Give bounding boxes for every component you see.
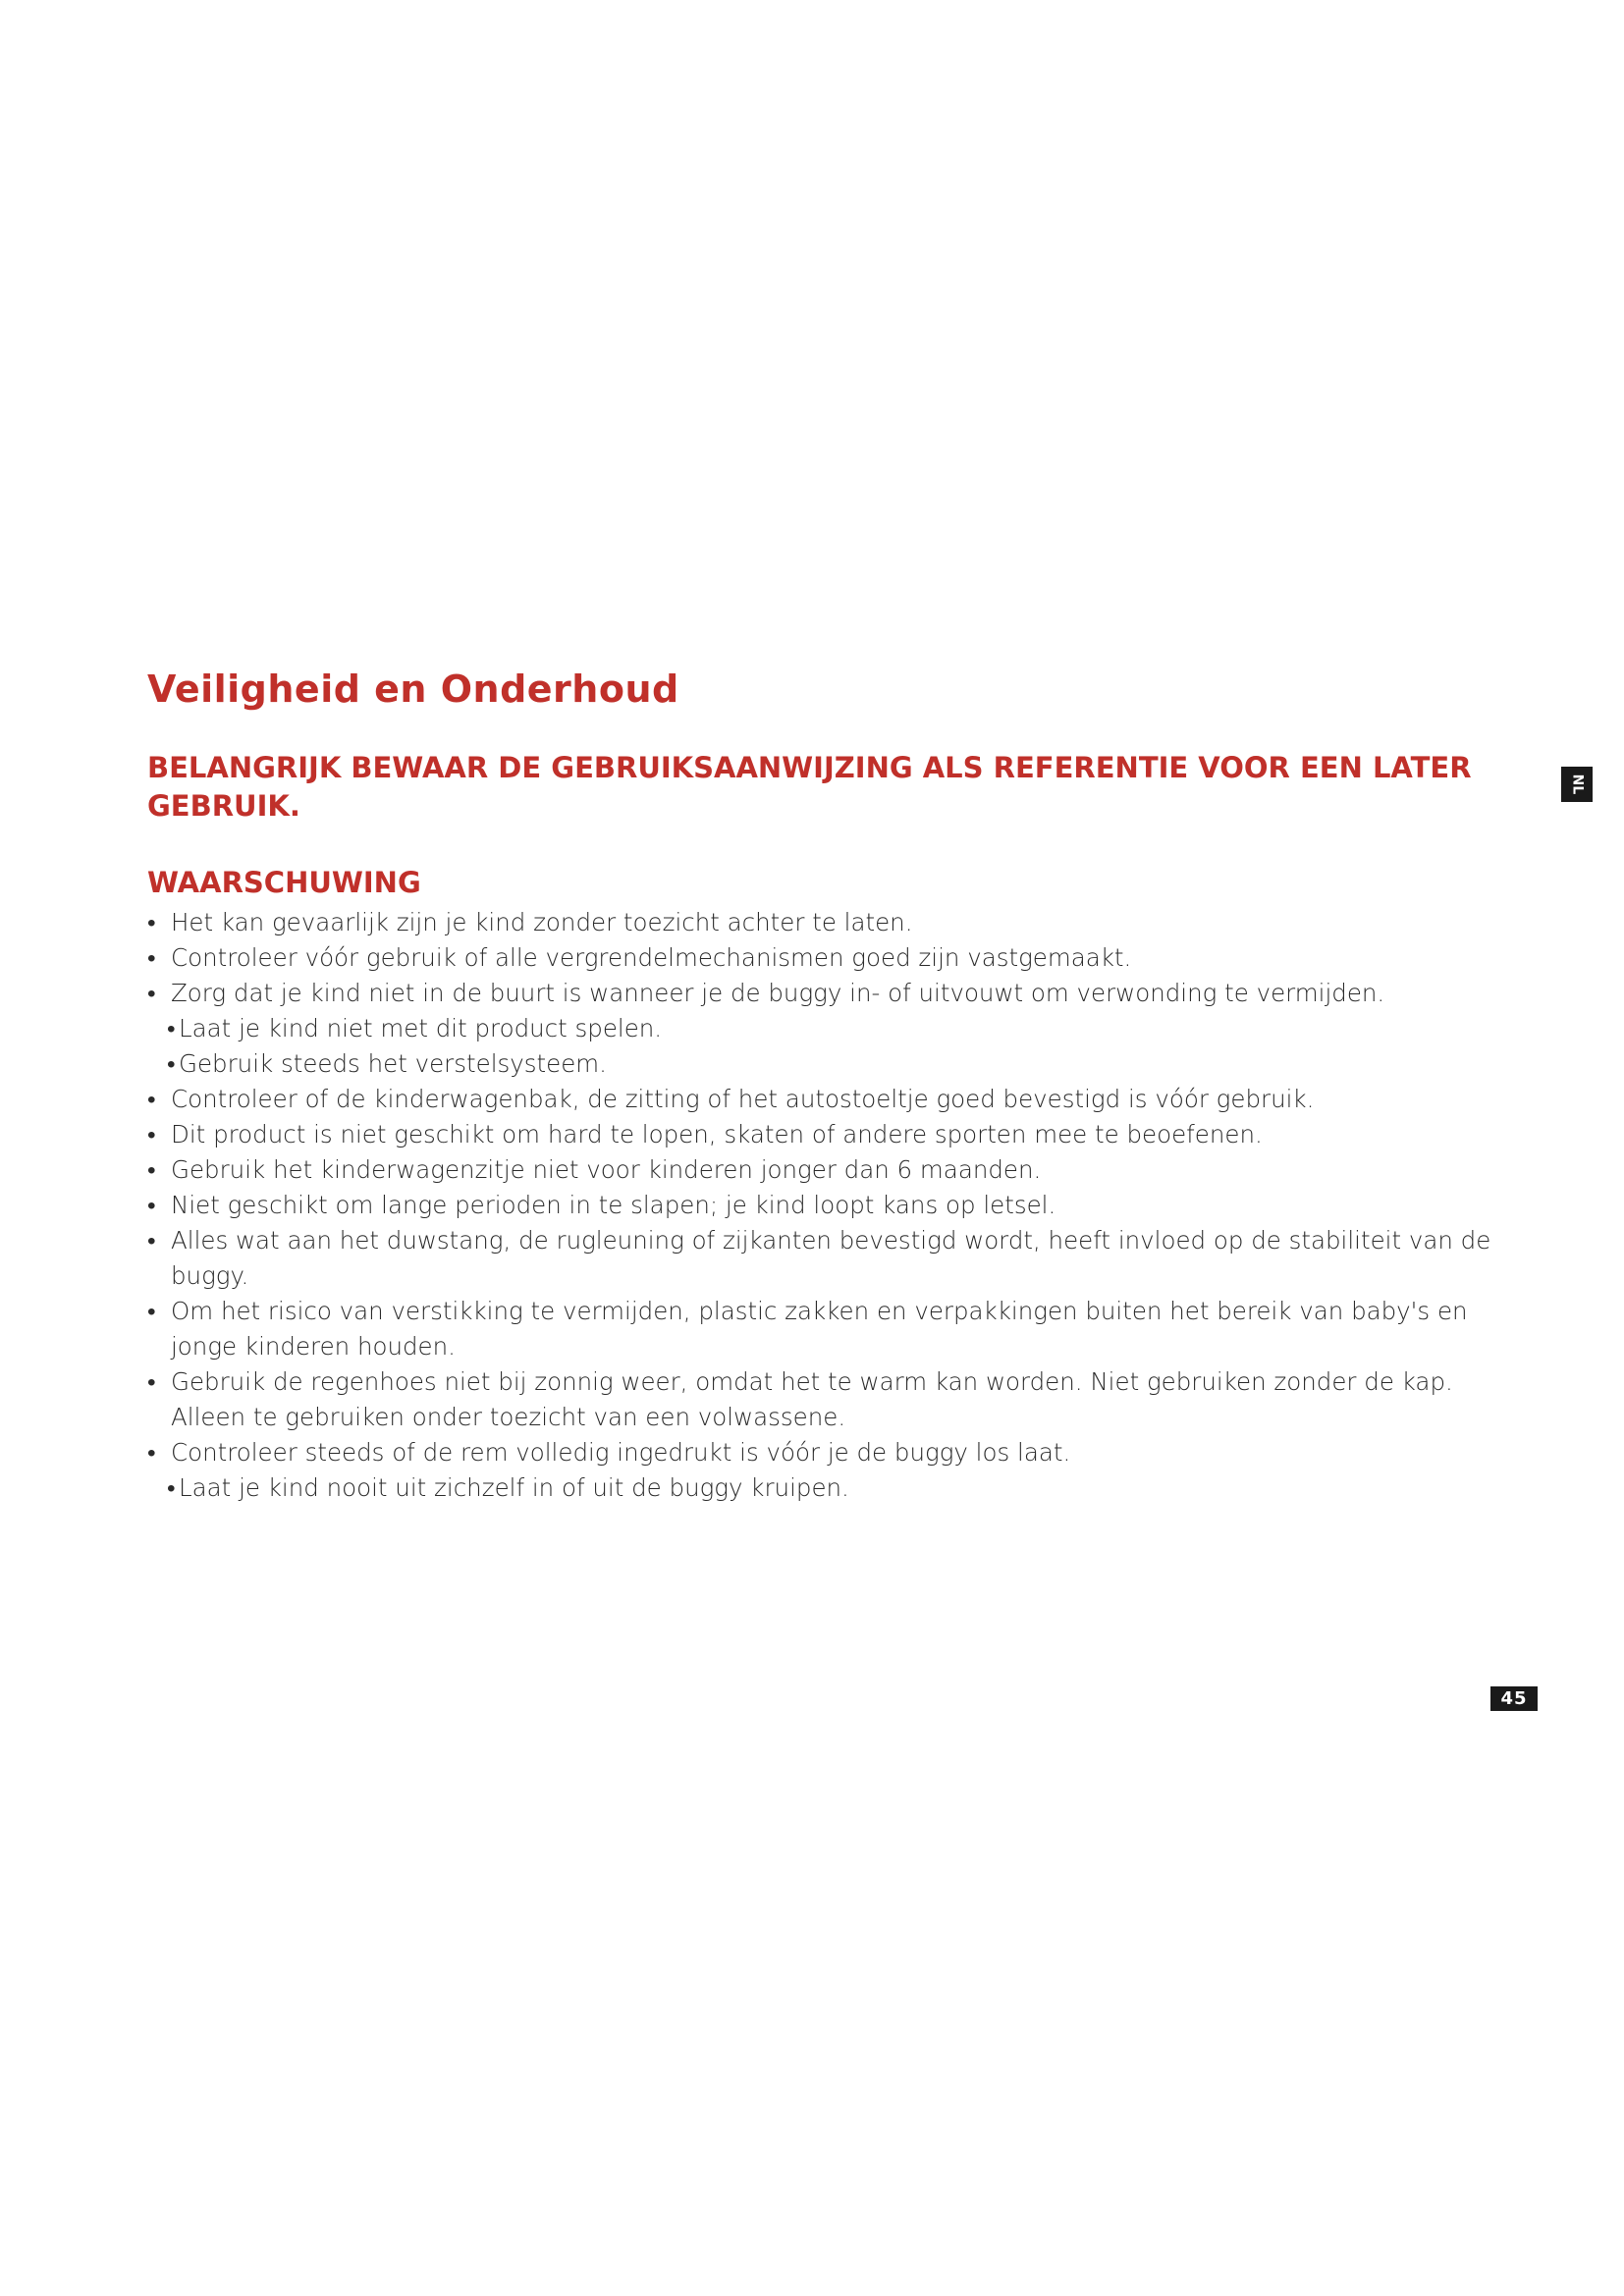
list-item: • Laat je kind niet met dit product spelen.	[147, 1011, 1512, 1046]
list-item: • Alles wat aan het duwstang, de rugleuning of zijkanten bevestigd wordt, heeft invloed op de stabiliteit van de buggy.	[147, 1223, 1512, 1294]
bullet-icon: •	[147, 1438, 156, 1467]
bullet-icon: •	[147, 1120, 156, 1148]
bullet-icon: •	[147, 979, 156, 1007]
important-notice: BELANGRIJK BEWAAR DE GEBRUIKSAANWIJZING ALS REFERENTIE VOOR EEN LATER GEBRUIK.	[147, 751, 1472, 823]
list-item: • Zorg dat je kind niet in de buurt is wanneer je de buggy in- of uitvouwt om verwonding te vermijden.	[147, 976, 1512, 1011]
bullet-icon: •	[167, 1014, 176, 1042]
bullet-icon: •	[147, 1226, 156, 1255]
list-item: • Controleer vóór gebruik of alle vergrendelmechanismen goed zijn vastgemaakt.	[147, 940, 1512, 976]
list-item: • Gebruik steeds het verstelsysteem.	[147, 1046, 1512, 1082]
bullet-icon: •	[147, 1085, 156, 1113]
bullet-icon: •	[147, 943, 156, 972]
warning-heading: WAARSCHUWING	[147, 866, 421, 899]
list-item: • Laat je kind nooit uit zichzelf in of uit de buggy kruipen.	[147, 1470, 1512, 1506]
page-number: 45	[1490, 1686, 1538, 1711]
bullet-icon: •	[147, 1191, 156, 1219]
warning-list	[147, 905, 1512, 1506]
list-item: • Dit product is niet geschikt om hard te lopen, skaten of andere sporten mee te beoefenen.	[147, 1117, 1512, 1152]
list-item: • Om het risico van verstikking te vermijden, plastic zakken en verpakkingen buiten het bereik van baby's en jonge kinderen houden.	[147, 1294, 1512, 1364]
bullet-icon: •	[167, 1049, 176, 1078]
bullet-icon: •	[167, 1473, 176, 1502]
bullet-icon: •	[147, 1367, 156, 1396]
language-tab	[1561, 767, 1593, 802]
list-item: • Controleer of de kinderwagenbak, de zitting of het autostoeltje goed bevestigd is vóór gebruik.	[147, 1082, 1512, 1117]
bullet-icon: •	[147, 1155, 156, 1184]
language-tab-label: NL	[1568, 774, 1585, 795]
list-item: • Niet geschikt om lange perioden in te slapen; je kind loopt kans op letsel.	[147, 1188, 1512, 1223]
bullet-icon: •	[147, 908, 156, 936]
list-item: • Controleer steeds of de rem volledig ingedrukt is vóór je de buggy los laat.	[147, 1435, 1512, 1470]
list-item: • Het kan gevaarlijk zijn je kind zonder toezicht achter te laten.	[147, 905, 1512, 940]
bullet-icon: •	[147, 1297, 156, 1325]
list-item: • Gebruik het kinderwagenzitje niet voor kinderen jonger dan 6 maanden.	[147, 1152, 1512, 1188]
page-title: Veiligheid en Onderhoud	[147, 667, 679, 711]
list-item: • Gebruik de regenhoes niet bij zonnig weer, omdat het te warm kan worden. Niet gebruiken zonder de kap. Alleen te gebruiken onder toezicht van een volwassene.	[147, 1364, 1512, 1435]
